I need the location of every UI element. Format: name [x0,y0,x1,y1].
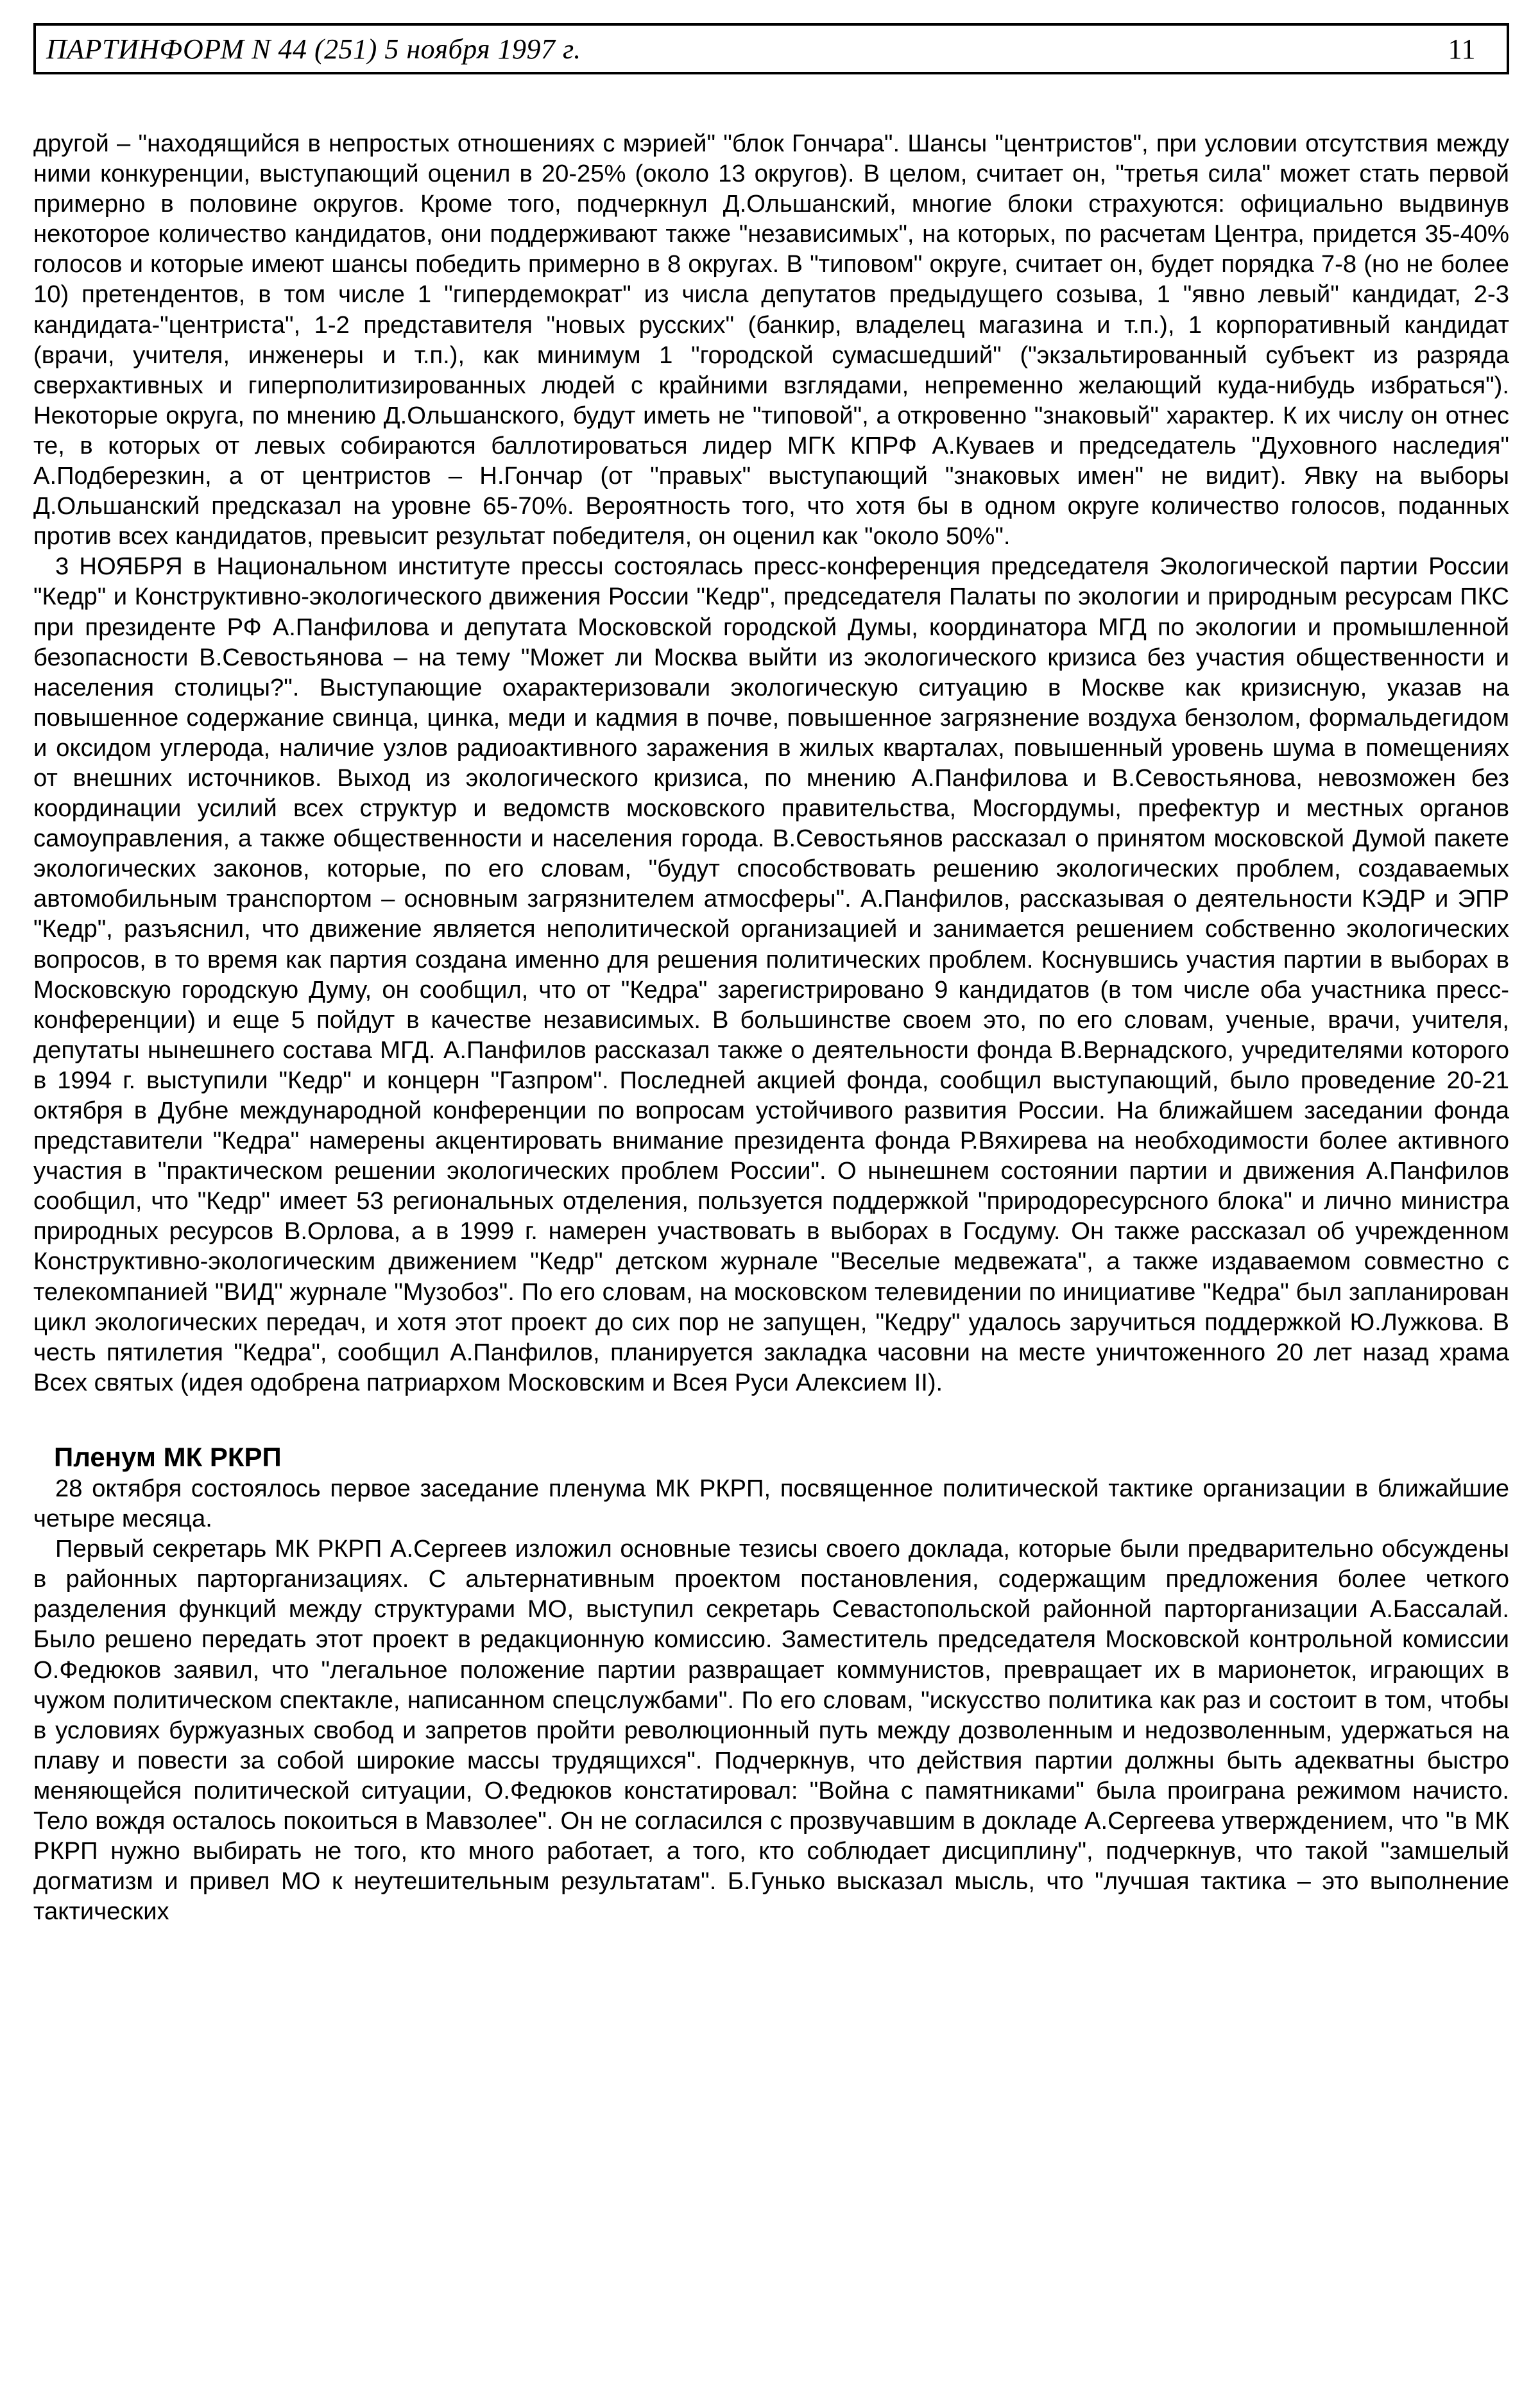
article-body [33,128,1509,1926]
running-header [33,23,1509,74]
paragraph-plenum-body: Первый секретарь МК РКРП А.Сергеев изложил основные тезисы своего доклада, которые были предварительно обсуждены в районных парторганизациях. С альтернативным проектом постановления, содержащим предложения более четкого разделения функций между структурами МО, выступил секретарь Севастопольской районной парторганизации А.Бассалай. Было решено передать этот проект в редакционную комиссию. Заместитель председателя Московской контрольной комиссии О.Федюков заявил, что "легальное положение партии развращает коммунистов, превращает их в марионеток, играющих в чужом политическом спектакле, написанном спецслужбами". По его словам, "искусство политика как раз и состоит в том, чтобы в условиях буржуазных свобод и запретов пройти революционный путь между дозволенным и недозволенным, удержаться на плаву и повести за собой широкие массы трудящихся". Подчеркнув, что действия партии должны быть адекватны быстро меняющейся политической ситуации, О.Федюков констатировал: "Война с памятниками" была проиграна режимом начисто. Тело вождя осталось покоиться в Мавзолее". Он не согласился с прозвучавшим в докладе А.Сергеева утверждением, что "в МК РКРП нужно выбирать не того, кто много работает, а того, кто соблюдает дисциплину", подчеркнув, что такой "замшелый догматизм и привел МО к неутешительным результатам". Б.Гунько высказал мысль, что "лучшая тактика – это выполнение тактических [33,1535,1509,1926]
paragraph-kedr-press-conference: 3 НОЯБРЯ в Национальном институте прессы состоялась пресс-конференция председателя Экологической партии России "Кедр" и Конструктивно-экологического движения России "Кедр", председателя Палаты по экологии и природным ресурсам ПКС при президенте РФ А.Панфилова и депутата Московской городской Думы, координатора МГД по экологии и промышленной безопасности В.Севостьянова – на тему "Может ли Москва выйти из экологического кризиса без участия общественности и населения столицы?". Выступающие охарактеризовали экологическую ситуацию в Москве как кризисную, указав на повышенное содержание свинца, цинка, меди и кадмия в почве, повышенное загрязнение воздуха бензолом, формальдегидом и оксидом углерода, наличие узлов радиоактивного заражения в жилых кварталах, повышенный уровень шума в помещениях от внешних источников. Выход из экологического кризиса, по мнению А.Панфилова и В.Севостьянова, невозможен без координации усилий всех структур и ведомств московского правительства, Мосгордумы, префектур и местных органов самоуправления, а также общественности и населения города. В.Севостьянов рассказал о принятом московской Думой пакете экологических законов, которые, по его словам, "будут способствовать решению экологических проблем, создаваемых автомобильным транспортом – основным загрязнителем атмосферы". А.Панфилов, рассказывая о деятельности КЭДР и ЭПР "Кедр", разъяснил, что движение является неполитической организацией и занимается решением собственно экологических вопросов, в то время как партия создана именно для решения политических проблем. Коснувшись участия партии в выборах в Московскую городскую Думу, он сообщил, что от "Кедра" зарегистрировано 9 кандидатов (в том числе оба участника пресс-конференции) и еще 5 пойдут в качестве независимых. В большинстве своем это, по его словам, ученые, врачи, учителя, депутаты нынешнего состава МГД. А.Панфилов рассказал также о деятельности фонда В.Вернадского, учредителями которого в 1994 г. выступили "Кедр" и концерн "Газпром". Последней акцией фонда, сообщил выступающий, было проведение 20-21 октября в Дубне международной конференции по вопросам устойчивого развития России. На ближайшем заседании фонда представители "Кедра" намерены акцентировать внимание президента фонда Р.Вяхирева на необходимости более активного участия в "практическом решении экологических проблем России". О нынешнем состоянии партии и движения А.Панфилов сообщил, что "Кедр" имеет 53 региональных отделения, пользуется поддержкой "природоресурсного блока" и лично министра природных ресурсов В.Орлова, а в 1999 г. намерен участвовать в выборах в Госдуму. Он также рассказал об учрежденном Конструктивно-экологическим движением "Кедр" детском журнале "Веселые медвежата", а также издаваемом совместно с телекомпанией "ВИД" журнале "Музобоз". По его словам, на московском телевидении по инициативе "Кедра" был запланирован цикл экологических передач, и хотя этот проект до сих пор не запущен, "Кедру" удалось заручиться поддержкой Ю.Лужкова. В честь пятилетия "Кедра", сообщил А.Панфилов, планируется закладка часовни на месте уничтоженного 20 лет назад храма Всех святых (идея одобрена патриархом Московским и Всея Руси Алексием II). [33,553,1509,1396]
document-page [33,23,1509,1926]
publication-title: ПАРТИНФОРМ N 44 (251) 5 ноября 1997 г. [46,33,581,65]
paragraph-continued: другой – "находящийся в непростых отношениях с мэрией" "блок Гончара". Шансы "центристов", при условии отсутствия между ними конкуренции, выступающий оценил в 20-25% (около 13 округов). В целом, считает он, "третья сила" может стать первой примерно в половине округов. Кроме того, подчеркнул Д.Ольшанский, многие блоки страхуются: официально выдвинув некоторое количество кандидатов, они поддерживают также "независимых", на которых, по расчетам Центра, придется 35-40% голосов и которые имеют шансы победить примерно в 8 округах. В "типовом" округе, считает он, будет порядка 7-8 (но не более 10) претендентов, в том числе 1 "гипердемократ" из числа депутатов предыдущего созыва, 1 "явно левый" кандидат, 2-3 кандидата-"центриста", 1-2 представителя "новых русских" (банкир, владелец магазина и т.п.), 1 корпоративный кандидат (врачи, учителя, инженеры и т.п.), как минимум 1 "городской сумасшедший" ("экзальтированный субъект из разряда сверхактивных и гиперполитизированных людей с крайними взглядами, непременно желающий куда-нибудь избраться"). Некоторые округа, по мнению Д.Ольшанского, будут иметь не "типовой", а откровенно "знаковый" характер. К их числу он отнес те, в которых от левых собираются баллотироваться лидер МГК КПРФ А.Куваев и председатель "Духовного наследия" А.Подберезкин, а от центристов – Н.Гончар (от "правых" выступающий "знаковых имен" не видит). Явку на выборы Д.Ольшанский предсказал на уровне 65-70%. Вероятность того, что хотя бы в одном округе количество голосов, поданных против всех кандидатов, превысит результат победителя, он оценил как "около 50%". [33,130,1509,551]
section-heading: Пленум МК РКРП [54,1441,282,1472]
paragraph-plenum-intro: 28 октября состоялось первое заседание пленума МК РКРП, посвященное политической тактике организации в ближайшие четыре месяца. [33,1474,1509,1533]
page-number: 11 [1448,33,1476,65]
